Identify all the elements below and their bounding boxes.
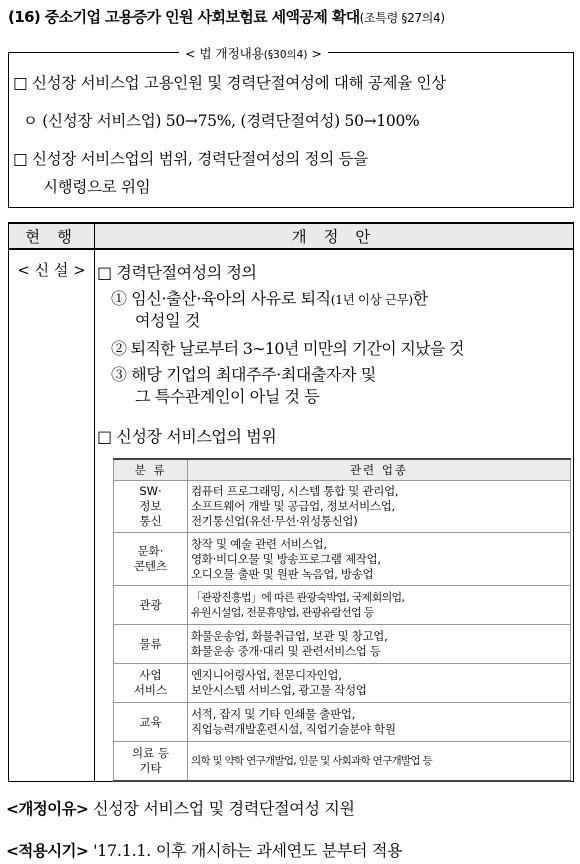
industry-row bbox=[114, 586, 571, 625]
section-title bbox=[8, 6, 578, 27]
revision-reason-label: <개정이유> bbox=[6, 800, 89, 818]
industry-list bbox=[188, 625, 571, 664]
industry-list bbox=[188, 664, 571, 703]
category-label: 문화· 콘텐츠 bbox=[133, 544, 168, 573]
industry-category bbox=[114, 742, 188, 782]
industry-row bbox=[114, 742, 571, 782]
law-box-legend-ref: (§30의4) bbox=[263, 49, 308, 61]
industry-category bbox=[114, 586, 188, 625]
industry-text: 화물운송업, 화물취급업, 보관 및 창고업, 화물운송 중개·대리 및 관련서비스업 등 bbox=[191, 629, 388, 658]
criterion-1-text: ① 임신·출산·육아의 사유로 퇴직 bbox=[111, 289, 331, 308]
comparison-body-row bbox=[9, 249, 574, 782]
proposal-heading-scope: □ 신성장 서비스업의 범위 bbox=[97, 427, 277, 446]
industry-list bbox=[188, 481, 571, 533]
revision-reason-text: 신성장 서비스업 및 경력단절여성 지원 bbox=[88, 799, 355, 818]
industry-category bbox=[114, 664, 188, 703]
industry-category bbox=[114, 533, 188, 586]
proposal-criterion-2: ② 퇴직한 날로부터 3∼10년 미만의 기간이 지났을 것 bbox=[111, 339, 464, 358]
industry-list bbox=[188, 533, 571, 586]
proposal-criterion-3-cont: 그 특수관계인이 아닐 것 등 bbox=[135, 387, 320, 406]
law-revision-box bbox=[8, 46, 574, 208]
industry-text: 컴퓨터 프로그래밍, 시스템 통합 및 관리업, 소프트웨어 개발 및 공급업, 정보서비스업, 전기통신업(유선·무선·위성통신업) bbox=[191, 484, 399, 528]
proposal-criterion-1 bbox=[111, 286, 428, 309]
industry-text: 창작 및 예술 관련 서비스업, 영화·비디오물 및 방송프로그램 제작업, 오디오물 출판 및 원판 녹음업, 방송업 bbox=[191, 536, 381, 581]
industry-list bbox=[188, 742, 571, 782]
criterion-1-end: 한 bbox=[412, 289, 428, 308]
application-date-label: <적용시기> bbox=[6, 842, 89, 860]
industry-category bbox=[114, 625, 188, 664]
industry-category bbox=[114, 703, 188, 742]
category-label: 사업 서비스 bbox=[133, 668, 168, 697]
category-label: 관광 bbox=[139, 597, 162, 612]
law-box-legend-end: > bbox=[307, 46, 322, 61]
category-label: SW· 정보 통신 bbox=[139, 484, 162, 528]
law-item-2-cont: 시행령으로 위임 bbox=[43, 178, 151, 196]
industry-table bbox=[113, 458, 571, 782]
industry-row bbox=[114, 664, 571, 703]
proposal-heading-definition: □ 경력단절여성의 정의 bbox=[97, 263, 257, 282]
proposal-criterion-1-cont: 여성일 것 bbox=[135, 311, 200, 330]
application-date bbox=[6, 838, 402, 861]
proposal-criterion-3: ③ 해당 기업의 최대주주·최대출자자 및 bbox=[111, 365, 376, 384]
industry-header-industries: 관련 업종 bbox=[188, 459, 571, 481]
header-proposal: 개 정 안 bbox=[95, 223, 574, 249]
category-label: 의료 등 기타 bbox=[132, 746, 169, 775]
law-box-legend bbox=[179, 44, 328, 62]
law-item-1: □ 신성장 서비스업 고용인원 및 경력단절여성에 대해 공제율 인상 bbox=[13, 74, 446, 92]
industry-header-category: 분 류 bbox=[114, 459, 188, 481]
revision-reason bbox=[6, 796, 355, 819]
section-title-ref: (조특령 §27의4) bbox=[359, 11, 445, 25]
law-subitem-1: ㅇ (신성장 서비스업) 50→75%, (경력단절여성) 50→100% bbox=[23, 112, 420, 130]
industry-category bbox=[114, 481, 188, 533]
industry-text: 의학 및 약학 연구개발업, 인문 및 사회과학 연구개발업 등 bbox=[191, 754, 432, 767]
industry-row bbox=[114, 625, 571, 664]
application-date-text: '17.1.1. 이후 개시하는 과세연도 분부터 적용 bbox=[88, 841, 403, 860]
industry-header-row bbox=[114, 459, 571, 481]
comparison-header-row bbox=[9, 223, 574, 249]
law-item-2: □ 신성장 서비스업의 범위, 경력단절여성의 정의 등을 bbox=[13, 150, 368, 168]
industry-row bbox=[114, 533, 571, 586]
industry-row bbox=[114, 703, 571, 742]
industry-list bbox=[188, 703, 571, 742]
section-title-text: (16) 중소기업 고용증가 인원 사회보험료 세액공제 확대 bbox=[8, 8, 360, 26]
industry-text: 엔지니어링사업, 전문디자인업, 보안시스템 서비스업, 광고물 작성업 bbox=[191, 668, 367, 697]
law-box-legend-text: < 법 개정내용 bbox=[185, 46, 264, 61]
criterion-1-note: (1년 이상 근무) bbox=[330, 292, 413, 307]
category-label: 교육 bbox=[139, 714, 162, 729]
industry-list bbox=[188, 586, 571, 625]
proposal-cell bbox=[95, 249, 574, 782]
industry-text: 서적, 잡지 및 기타 인쇄물 출판업, 직업능력개발훈련시설, 직업기술분야 학원 bbox=[191, 707, 396, 736]
comparison-table bbox=[8, 222, 574, 782]
industry-row bbox=[114, 481, 571, 533]
current-cell: < 신 설 > bbox=[9, 249, 95, 782]
header-current: 현 행 bbox=[9, 223, 95, 249]
category-label: 물류 bbox=[139, 636, 162, 651]
industry-text: 「관광진흥법」에 따른 관광숙박업, 국제회의업, 유원시설업, 전문휴양업, 관광유람선업 등 bbox=[191, 591, 405, 619]
